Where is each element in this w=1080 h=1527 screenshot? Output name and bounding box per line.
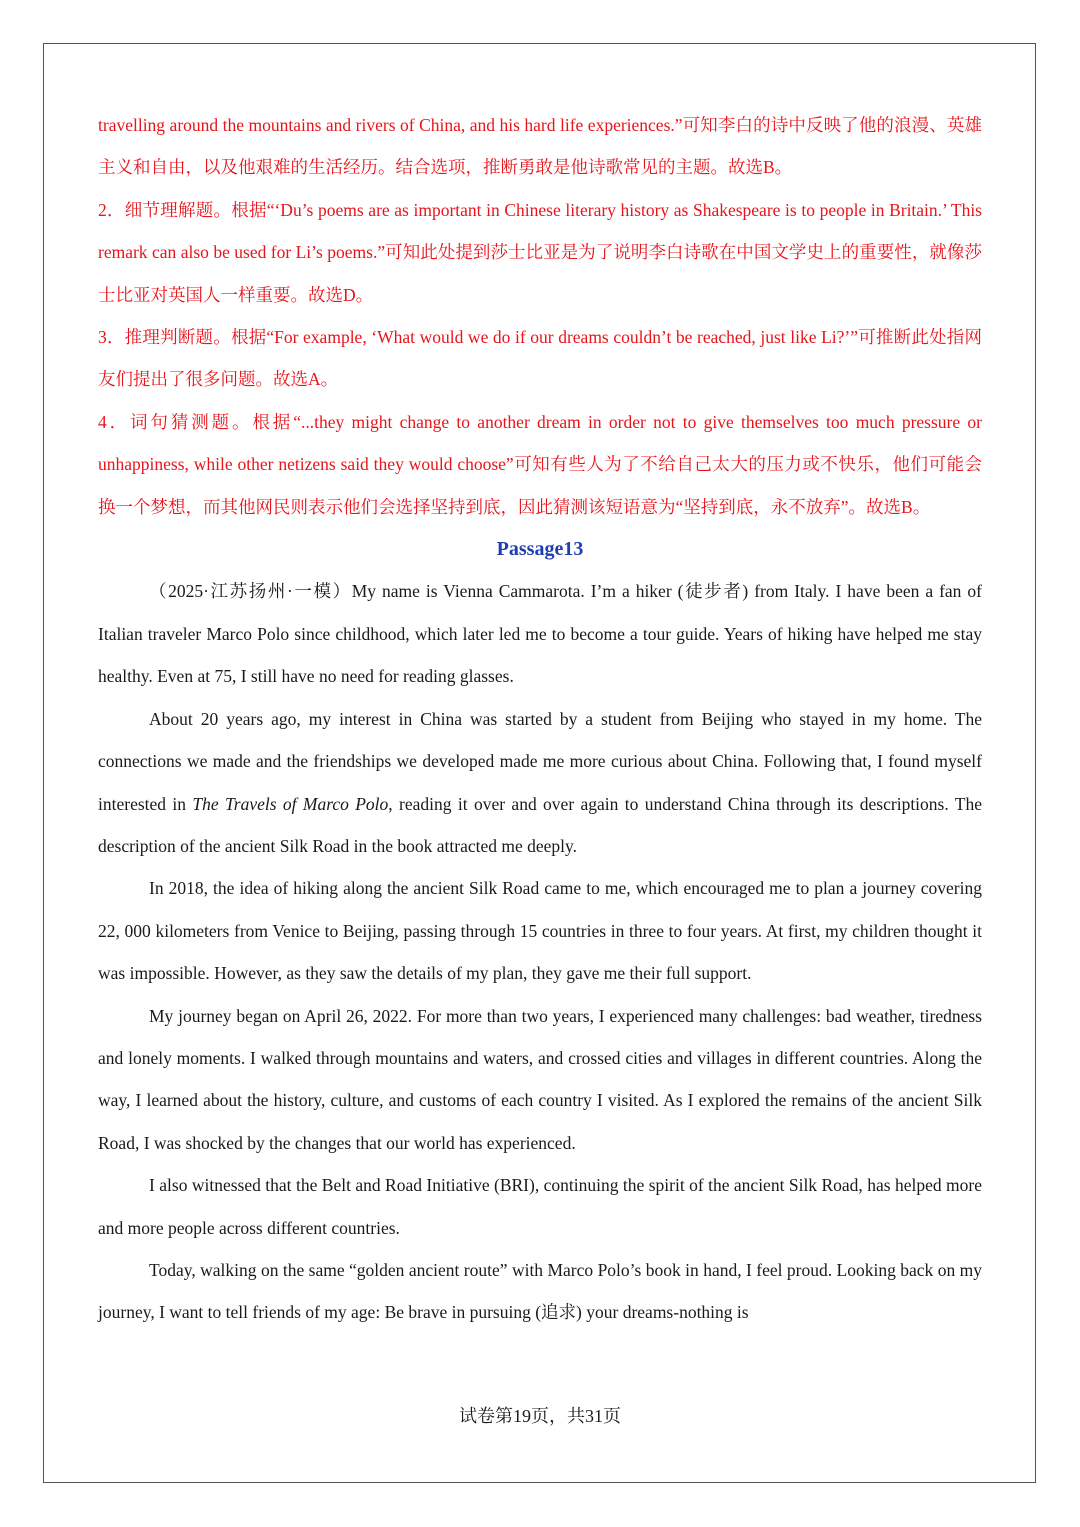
answer-explanation-2: 2．细节理解题。根据“‘Du’s poems are as important in Chinese literary history as Shakespeare is to people in Britain.’ This remark can also be used for Li’s poems.”可知此处提到莎士比亚是为了说明李白诗歌在中国文学史上的重要性，就像莎士比亚对英国人一样重要。故选D。 [98, 199, 982, 305]
answer-explanation-3: 3．推理判断题。根据“For example, ‘What would we do if our dreams couldn’t be reached, just like Li?’”可推断此处指网友们提出了很多问题。故选A。 [98, 327, 982, 390]
book-title: The Travels of Marco Polo [192, 793, 389, 814]
paragraph-2-text-b: , reading it over and over again to understand China through its descriptions. The description of the ancient Silk Road in the book attracted me deeply. [98, 793, 982, 856]
page-number-footer: 试卷第19页，共31页 [459, 1406, 621, 1426]
document-body [98, 104, 982, 1334]
passage-paragraph-1: （2025·江苏扬州·一模）My name is Vienna Cammarota. I’m a hiker (徒步者) from Italy. I have been a fan of Italian traveler Marco Polo since childhood, which later led me to become a tour guide. Years of hiking have helped me stay healthy. Even at 75, I still have no need for reading glasses. [98, 581, 982, 687]
answer-explanation-4: 4．词句猜测题。根据“...they might change to another dream in order not to give themselves too much pressure or unhappiness, while other netizens said they would choose”可知有些人为了不给自己太大的压力或不快乐，他们可能会换一个梦想，而其他网民则表示他们会选择坚持到底，因此猜测该短语意为“坚持到底，永不放弃”。故选B。 [98, 411, 982, 517]
paragraph-2-text-a: About 20 years ago, my interest in China was started by a student from Beijing who stayed in my home. The connections we made and the friendships we developed made me more curious about China. Following that, I found myself interested in [98, 708, 982, 814]
passage-paragraph-4: My journey began on April 26, 2022. For more than two years, I experienced many challenges: bad weather, tiredness and lonely moments. I walked through mountains and waters, and crossed cities and villages in different countries. Along the way, I learned about the history, culture, and customs of each country I visited. As I explored the remains of the ancient Silk Road, I was shocked by the changes that our world has experienced. [98, 1005, 982, 1153]
passage-paragraph-5: I also witnessed that the Belt and Road Initiative (BRI), continuing the spirit of the ancient Silk Road, has helped more and more people across different countries. [98, 1175, 982, 1238]
passage-paragraph-3: In 2018, the idea of hiking along the ancient Silk Road came to me, which encouraged me to plan a journey covering 22, 000 kilometers from Venice to Beijing, passing through 15 countries in three to four years. At first, my children thought it was impossible. However, as they saw the details of my plan, they gave me their full support. [98, 878, 982, 984]
passage-paragraph-2 [98, 698, 982, 868]
answer-explanation-1-continued: travelling around the mountains and rivers of China, and his hard life experiences.”可知李白的诗中反映了他的浪漫、英雄主义和自由，以及他艰难的生活经历。结合选项，推断勇敢是他诗歌常见的主题。故选B。 [98, 115, 982, 178]
passage-title: Passage13 [496, 538, 584, 561]
passage-paragraph-6: Today, walking on the same “golden ancient route” with Marco Polo’s book in hand, I feel proud. Looking back on my journey, I want to tell friends of my age: Be brave in pursuing (追求) your dreams-nothing is [98, 1259, 982, 1323]
